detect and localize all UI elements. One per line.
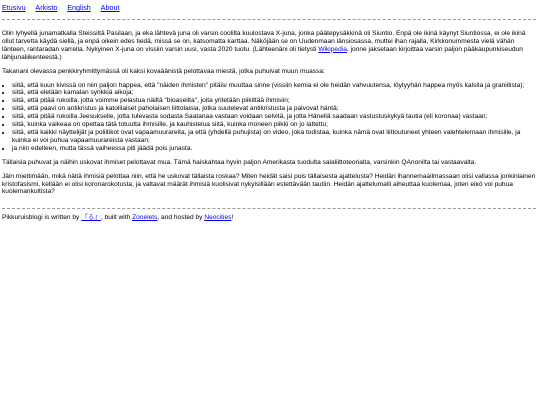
footer-end: ! xyxy=(231,214,234,221)
nav-link-english[interactable]: English xyxy=(67,3,91,12)
footer-hosted-text: , and hosted by xyxy=(157,214,205,221)
list-item: • ja niin edelleen, mutta tässä vaiheessa piti jäädä pois junasta. xyxy=(12,145,537,153)
paragraph-intro xyxy=(2,30,537,62)
author-link[interactable]: 『る』 xyxy=(81,214,101,221)
list-item: • siitä, että pitää rukoilla Jeesukselle, jotta tulevasta sodasta Saatanaa vastaan voidaan selvitä, ja jotta Hänellä saadaan vastustuskykyä tautia (eli koronaa) vastaan; xyxy=(12,113,537,121)
topics-list xyxy=(2,82,537,153)
neocities-link[interactable]: Neocities xyxy=(204,214,232,221)
intro-text-end: , jonne jaksetaan kirjoittaa varsin paljon pääkaupunkiseudun lähijunaliikenteestä.) xyxy=(2,45,523,61)
list-item: • siitä, kuinka vaikeaa on opettaa tätä totuutta ihmisille, ja kauhistelua siitä, kuinka moneen piikki on jo lattettu; xyxy=(12,121,537,129)
nav-link-about[interactable]: About xyxy=(100,3,120,12)
header-divider xyxy=(2,19,536,20)
zonelets-link[interactable]: Zonelets xyxy=(132,214,158,221)
paragraph-reaction: Tällaisia puhuvat ja näihin uskovat ihmiset pelottavat mua. Tämä haiskahtaa hyvin paljon Amerikasta tuodulta salaliittoteorialta, varsinkin QAnonilta tai vastaavalta. xyxy=(2,158,477,166)
top-nav xyxy=(2,4,127,13)
post-content xyxy=(2,30,537,202)
intro-text-start: Olin lyhyellä junamatkalla Steissiltä Pasilaan, ja eka lähtevä juna oli varsin coolilta kuulostava X-juna, jonka päätepysäkkinä oli Siuntio. Enpä ole ikinä käynyt Siuntiossa, ei ole ikinä ollut tarvetta käydä siellä, ja enpä oikein edes tiedä, missä se on, katsomatta karttaa. Näköjään se on Uudenmaan länsiosassa, muttei ihan rajalla, Kirkkonummesta vielä vähän länteen, rantaradan varrella. Nykyinen X-juna on vissiin varsin uusi, vasta 2020 tuotu. (Lähteenäni oli tietysti xyxy=(2,30,526,53)
footer-prefix: Pikkuruisblogi is written by xyxy=(2,214,82,221)
list-item: • siitä, että pitää rukoilla, jotta voimme pelastua näiltä "bioaseilta", joita yritetään piikittää ihmisiin; xyxy=(12,97,537,105)
nav-link-etusivu[interactable]: Etusivu xyxy=(2,3,26,12)
footer-middle: , built with xyxy=(100,214,133,221)
site-footer xyxy=(2,214,233,222)
list-item: • siitä, että kaikki näyttelijät ja poliitikot ovat vapaamuurareita, ja että (yhdellä puhujista) on video, joka todistaa, kuinka nämä ovat liittoutuneet yhteen valehtelemaan ihmisille, ja kuinka ei voi puhua vapaamuurareista vastaan; xyxy=(12,129,537,145)
wikipedia-link[interactable]: Wikipedia xyxy=(318,45,347,53)
list-item: • siitä, että kuun kivissä on niin paljon happea, että "näiden ihmisten" pitäisi muuttaa sinne (vissiin kemia ei ole heidän vahvuutensa, löytyyhän happea myös kalsita ja graniitista); xyxy=(12,82,537,90)
list-item: • siitä, että eletään kamalan synkkiä aikoja; xyxy=(12,89,537,97)
paragraph-reflection: Jäin miettimään, mikä näitä ihmisiä pelottaa niin, että he uskovat tällaista roskaa? Miten heidät saisi pois tällaisesta ajattelusta? Heidän ihannemaailmassaan olisi vallassa jonkinlainen kristofasismi, kellään ei olisi koronarokotusta, ja valtavat määrät ihmisiä kuolisivat nykyisillään estettävään tautiin. Heidän ajattelumalli aiheuttaa kuolemaa, joten eikö voi puhua kuolemankultista? xyxy=(2,172,536,196)
nav-link-arkisto[interactable]: Arkisto xyxy=(35,3,58,12)
footer-divider xyxy=(2,208,536,209)
list-item: • siitä, että paavi on antikristus ja katolilaiset paholaisen liittolaisia, jotka suutelevat antikristusta ja palvovat häntä; xyxy=(12,105,537,113)
paragraph-lead-in: Takanani olevassa penkkiryhmittymässä oli kaksi kovaäänistä pelottavaa miestä, jotka puhuivat muun muassa: xyxy=(2,67,325,75)
